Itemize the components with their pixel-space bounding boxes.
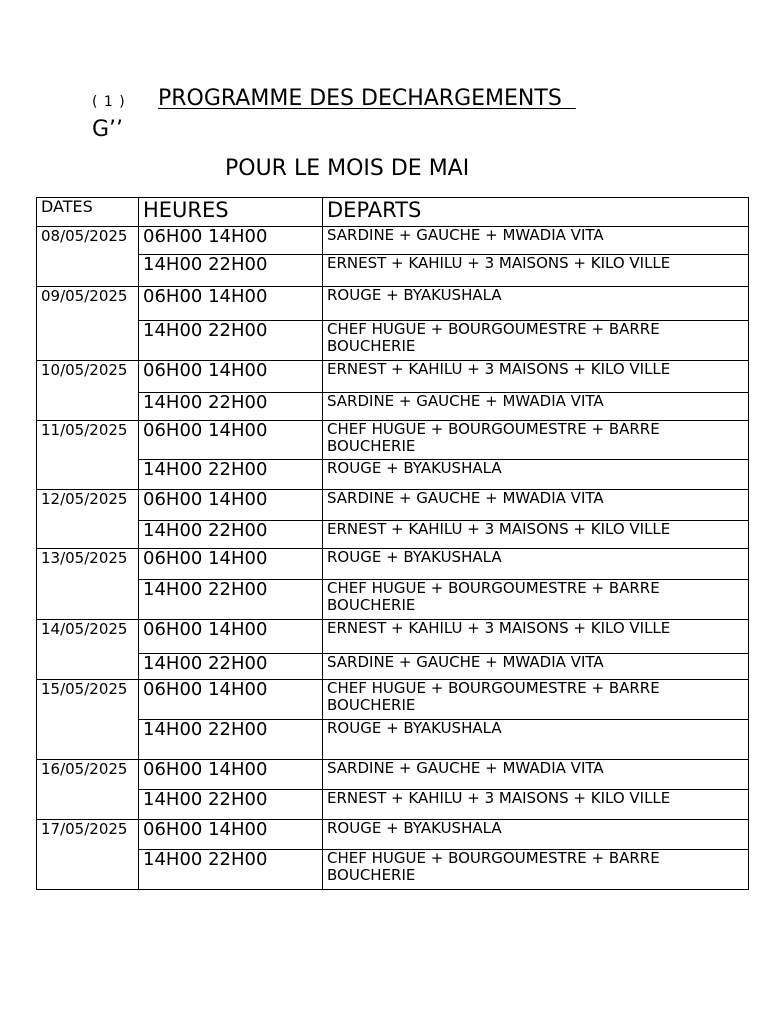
departs-cell: ERNEST + KAHILU + 3 MAISONS + KILO VILLE <box>323 620 749 654</box>
departs-cell: ROUGE + BYAKUSHALA <box>323 720 749 760</box>
hours-cell: 14H00 22H00 <box>139 460 323 490</box>
hours-cell: 14H00 22H00 <box>139 580 323 620</box>
table-row <box>37 760 749 790</box>
document-subtitle: POUR LE MOIS DE MAI <box>225 156 470 181</box>
date-cell: 08/05/2025 <box>37 227 139 287</box>
table-row <box>37 227 749 255</box>
document-number: ( 1 ) <box>92 94 126 110</box>
hours-cell: 14H00 22H00 <box>139 321 323 361</box>
date-cell: 17/05/2025 <box>37 820 139 890</box>
departs-cell: ROUGE + BYAKUSHALA <box>323 287 749 321</box>
table-row <box>37 321 749 361</box>
hours-cell: 06H00 14H00 <box>139 680 323 720</box>
date-cell: 13/05/2025 <box>37 549 139 620</box>
table-row <box>37 393 749 421</box>
departs-cell: ERNEST + KAHILU + 3 MAISONS + KILO VILLE <box>323 521 749 549</box>
column-header-departs: DEPARTS <box>323 198 749 227</box>
hours-cell: 06H00 14H00 <box>139 361 323 393</box>
table-row <box>37 421 749 460</box>
date-cell: 11/05/2025 <box>37 421 139 490</box>
hours-cell: 06H00 14H00 <box>139 227 323 255</box>
departs-cell: ERNEST + KAHILU + 3 MAISONS + KILO VILLE <box>323 255 749 287</box>
table-row <box>37 460 749 490</box>
date-cell: 16/05/2025 <box>37 760 139 820</box>
date-cell: 09/05/2025 <box>37 287 139 361</box>
departs-cell: CHEF HUGUE + BOURGOUMESTRE + BARRE BOUCHERIE <box>323 850 749 890</box>
table-row <box>37 820 749 850</box>
table-row <box>37 287 749 321</box>
table-row <box>37 490 749 521</box>
date-cell: 12/05/2025 <box>37 490 139 549</box>
document-title-tail: G’’ <box>92 117 124 142</box>
departs-cell: SARDINE + GAUCHE + MWADIA VITA <box>323 393 749 421</box>
hours-cell: 14H00 22H00 <box>139 393 323 421</box>
departs-cell: ROUGE + BYAKUSHALA <box>323 460 749 490</box>
table-header-row <box>37 198 749 227</box>
table-row <box>37 850 749 890</box>
column-header-heures: HEURES <box>139 198 323 227</box>
hours-cell: 14H00 22H00 <box>139 521 323 549</box>
date-cell: 10/05/2025 <box>37 361 139 421</box>
table-row <box>37 521 749 549</box>
hours-cell: 14H00 22H00 <box>139 720 323 760</box>
departs-cell: CHEF HUGUE + BOURGOUMESTRE + BARRE BOUCHERIE <box>323 421 749 460</box>
departs-cell: SARDINE + GAUCHE + MWADIA VITA <box>323 760 749 790</box>
hours-cell: 14H00 22H00 <box>139 654 323 680</box>
departs-cell: SARDINE + GAUCHE + MWADIA VITA <box>323 490 749 521</box>
column-header-dates: DATES <box>37 198 139 227</box>
table-row <box>37 720 749 760</box>
hours-cell: 06H00 14H00 <box>139 760 323 790</box>
table-row <box>37 680 749 720</box>
departs-cell: CHEF HUGUE + BOURGOUMESTRE + BARRE BOUCHERIE <box>323 580 749 620</box>
hours-cell: 06H00 14H00 <box>139 421 323 460</box>
table-row <box>37 549 749 580</box>
date-cell: 14/05/2025 <box>37 620 139 680</box>
hours-cell: 06H00 14H00 <box>139 620 323 654</box>
departs-cell: ROUGE + BYAKUSHALA <box>323 549 749 580</box>
hours-cell: 14H00 22H00 <box>139 850 323 890</box>
departs-cell: ERNEST + KAHILU + 3 MAISONS + KILO VILLE <box>323 790 749 820</box>
table-row <box>37 620 749 654</box>
table-row <box>37 790 749 820</box>
document-title: PROGRAMME DES DECHARGEMENTS <box>158 86 576 111</box>
departs-cell: ROUGE + BYAKUSHALA <box>323 820 749 850</box>
hours-cell: 06H00 14H00 <box>139 820 323 850</box>
hours-cell: 14H00 22H00 <box>139 255 323 287</box>
table-row <box>37 361 749 393</box>
table-row <box>37 654 749 680</box>
hours-cell: 06H00 14H00 <box>139 549 323 580</box>
schedule-body <box>37 198 749 890</box>
departs-cell: CHEF HUGUE + BOURGOUMESTRE + BARRE BOUCHERIE <box>323 680 749 720</box>
table-row <box>37 255 749 287</box>
departs-cell: CHEF HUGUE + BOURGOUMESTRE + BARRE BOUCHERIE <box>323 321 749 361</box>
hours-cell: 06H00 14H00 <box>139 287 323 321</box>
departs-cell: ERNEST + KAHILU + 3 MAISONS + KILO VILLE <box>323 361 749 393</box>
departs-cell: SARDINE + GAUCHE + MWADIA VITA <box>323 227 749 255</box>
hours-cell: 06H00 14H00 <box>139 490 323 521</box>
table-row <box>37 580 749 620</box>
schedule-table <box>36 197 749 890</box>
departs-cell: SARDINE + GAUCHE + MWADIA VITA <box>323 654 749 680</box>
hours-cell: 14H00 22H00 <box>139 790 323 820</box>
date-cell: 15/05/2025 <box>37 680 139 760</box>
